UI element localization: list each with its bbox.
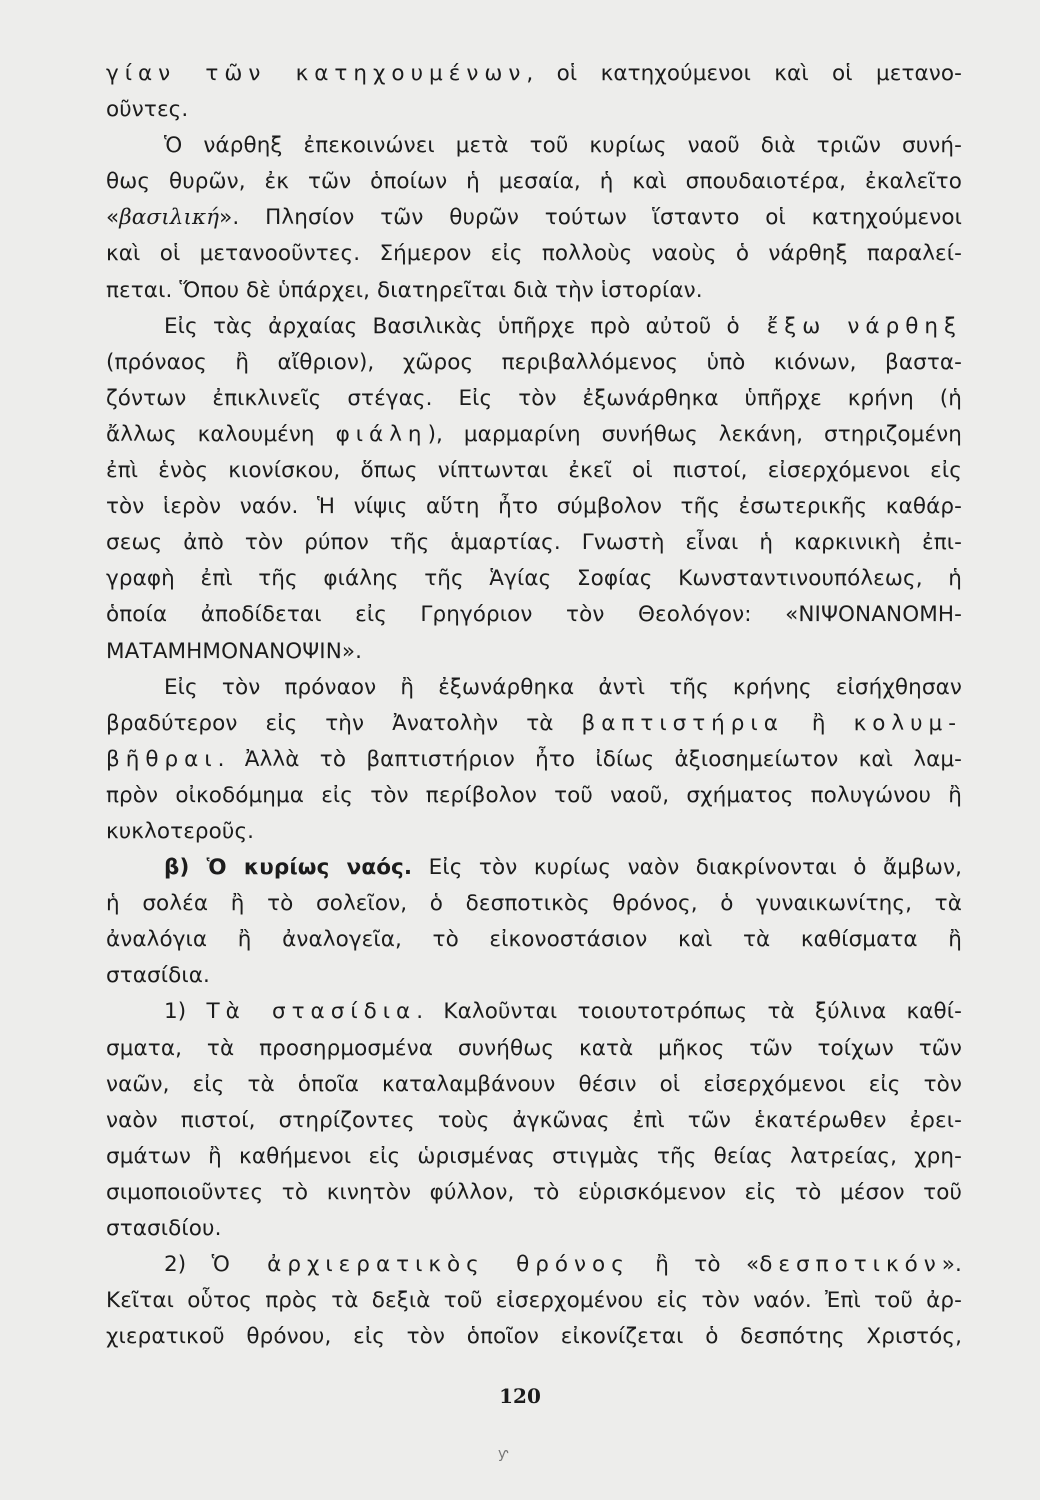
text-line [106,525,962,561]
text-line [106,886,962,922]
text-line [106,381,962,417]
text-line [106,164,962,200]
spaced-term: κολυμ- [853,710,962,736]
page-number: 120 [499,1384,541,1408]
text-segment: ΜΑΤΑΜΗΜΟΝΑΝΟΨΙΝ». [106,638,363,664]
text-segment: στασιδίου. [106,1216,222,1241]
text-line [106,850,962,886]
text-segment: σμάτων ἢ καθήμενοι εἰς ὡρισμένας στιγμὰς τῆς θείας λατρείας, χρη- [106,1143,962,1169]
text-segment: σεως ἀπὸ τὸν ρύπον τῆς ἁμαρτίας. Γνωστὴ εἶναι ἡ καρκινικὴ ἐπι- [106,530,962,556]
text-segment: ἢ τὸ « [629,1252,760,1278]
text-segment: ». Πλησίον τῶν θυρῶν τούτων ἵσταντο οἱ κατηχούμενοι [219,205,962,231]
text-line [106,1031,962,1067]
text-segment: ». [941,1252,962,1278]
text-line [106,1283,962,1319]
spaced-term: Τὰ στασίδια [206,999,417,1025]
text-line [106,994,962,1030]
spaced-term: γίαν τῶν κατηχουμένων [106,61,527,86]
text-segment: Εἰς τὸν κυρίως ναὸν διακρίνονται ὁ ἄμβων, [412,855,963,881]
text-segment: ζόντων ἐπικλινεῖς στέγας. Εἰς τὸν ἐξωνάρθηκα ὑπῆρχε κρήνη (ἡ [106,385,962,411]
text-segment: . Ἀλλὰ τὸ βαπτιστήριον ἦτο ἰδίως ἀξιοσημείωτον καὶ λαμ- [217,746,962,772]
text-segment: Εἰς τὰς ἀρχαίας Βασιλικὰς ὑπῆρχε πρὸ αὐτοῦ [164,313,727,339]
section-heading: β) Ὁ κυρίως ναός. [164,855,413,881]
body-text [106,56,962,1355]
spaced-term: Ὁ ἀρχιερατικὸς θρόνος [211,1252,630,1278]
text-segment: ἄλλως καλουμένη [106,421,336,447]
text-line [106,1319,962,1355]
text-line [106,128,962,164]
text-segment: Εἰς τὸν πρόναον ἢ ἐξωνάρθηκα ἀντὶ τῆς κρήνης εἰσήχθησαν [164,674,962,700]
text-segment: καὶ οἱ μετανοοῦντες. Σήμερον εἰς πολλοὺς ναοὺς ὁ νάρθηξ παραλεί- [106,241,962,267]
text-segment: ἢ [783,710,854,736]
text-line [106,92,962,128]
text-segment: ἡ σολέα ἢ τὸ σολεῖον, ὁ δεσποτικὸς θρόνος, ὁ γυναικωνίτης, τὰ [106,891,962,917]
text-line [106,814,962,850]
text-line [106,561,962,597]
text-line [106,1067,962,1103]
text-segment: , οἱ κατηχούμενοι καὶ οἱ μετανο- [526,61,963,86]
text-segment: θως θυρῶν, ἐκ τῶν ὁποίων ἡ μεσαία, ἡ καὶ σπουδαιοτέρα, ἐκαλεῖτο [106,169,962,195]
text-line [106,1247,962,1283]
text-line [106,309,962,345]
text-line [106,634,962,670]
text-segment: (πρόναος ἢ αἴθριον), χῶρος περιβαλλόμενος ὑπὸ κιόνων, βαστα- [106,349,962,375]
text-segment: τὸν ἱερὸν ναόν. Ἡ νίψις αὕτη ἦτο σύμβολον τῆς ἐσωτερικῆς καθάρ- [106,494,962,520]
text-segment: Κεῖται οὗτος πρὸς τὰ δεξιὰ τοῦ εἰσερχομένου εἰς τὸν ναόν. Ἐπὶ τοῦ ἀρ- [106,1288,962,1314]
text-line [106,453,962,489]
text-line [106,489,962,525]
text-line [106,1175,962,1211]
text-line [106,670,962,706]
text-line [106,922,962,958]
text-line [106,273,962,309]
text-line [106,1139,962,1175]
text-segment: οῦντες. [106,97,189,123]
text-segment: στασίδια. [106,963,210,989]
text-line [106,1211,962,1247]
text-segment: « [106,205,120,231]
text-line [106,742,962,778]
text-line [106,1103,962,1139]
text-segment: κυκλοτεροῦς. [106,818,255,844]
spaced-term: βῆθραι [106,746,218,772]
text-line [106,778,962,814]
text-segment: γραφὴ ἐπὶ τῆς φιάλης τῆς Ἁγίας Σοφίας Κωνσταντινουπόλεως, ἡ [106,566,962,592]
text-segment: 2) [164,1252,212,1278]
spaced-term: φιάλη [335,421,428,447]
text-line [106,597,962,633]
text-line [106,200,962,236]
text-segment: . Καλοῦνται τοιουτοτρόπως τὰ ξύλινα καθί- [416,999,963,1025]
spaced-term: ὁ ἔξω νάρθηξ [726,313,962,339]
text-line [106,56,962,92]
text-segment: ), μαρμαρίνη συνήθως λεκάνη, στηριζομένη [427,421,963,447]
text-segment: πεται. Ὅπου δὲ ὑπάρχει, διατηρεῖται διὰ τὴν ἱστορίαν. [106,277,703,303]
text-segment: ναὸν πιστοί, στηρίζοντες τοὺς ἀγκῶνας ἐπὶ τῶν ἑκατέρωθεν ἐρει- [106,1107,962,1133]
footer-mark: ƴ [498,1446,509,1462]
text-line [106,345,962,381]
text-segment: σιμοποιοῦντες τὸ κινητὸν φύλλον, τὸ εὑρισκόμενον εἰς τὸ μέσον τοῦ [106,1179,962,1205]
text-segment: ἀναλόγια ἢ ἀναλογεῖα, τὸ εἰκονοστάσιον καὶ τὰ καθίσματα ἢ [106,927,962,953]
text-segment: Ὁ νάρθηξ ἐπεκοινώνει μετὰ τοῦ κυρίως ναοῦ διὰ τριῶν συνή- [164,133,962,159]
text-segment: ἐπὶ ἑνὸς κιονίσκου, ὅπως νίπτωνται ἐκεῖ οἱ πιστοί, εἰσερχόμενοι εἰς [106,458,962,484]
text-segment: βασιλική [119,205,220,231]
spaced-term: δεσποτικόν [759,1252,942,1278]
text-line [106,236,962,272]
text-line [106,958,962,994]
text-segment: 1) [164,999,207,1025]
text-segment: ναῶν, εἰς τὰ ὁποῖα καταλαμβάνουν θέσιν οἱ εἰσερχόμενοι εἰς τὸν [106,1071,962,1097]
text-segment: βραδύτερον εἰς τὴν Ἀνατολὴν τὰ [106,710,582,736]
text-line [106,706,962,742]
text-segment: πρὸν οἰκοδόμημα εἰς τὸν περίβολον τοῦ ναοῦ, σχήματος πολυγώνου ἢ [106,782,962,808]
text-segment: χιερατικοῦ θρόνου, εἰς τὸν ὁποῖον εἰκονίζεται ὁ δεσπότης Χριστός, [106,1324,962,1350]
text-segment: σματα, τὰ προσηρμοσμένα συνήθως κατὰ μῆκος τῶν τοίχων τῶν [106,1035,962,1061]
spaced-term: βαπτιστήρια [581,710,784,736]
text-segment: ὁποία ἀποδίδεται εἰς Γρηγόριον τὸν Θεολόγον: «ΝΙΨΟΝΑΝΟΜΗ- [106,602,962,628]
text-line [106,417,962,453]
